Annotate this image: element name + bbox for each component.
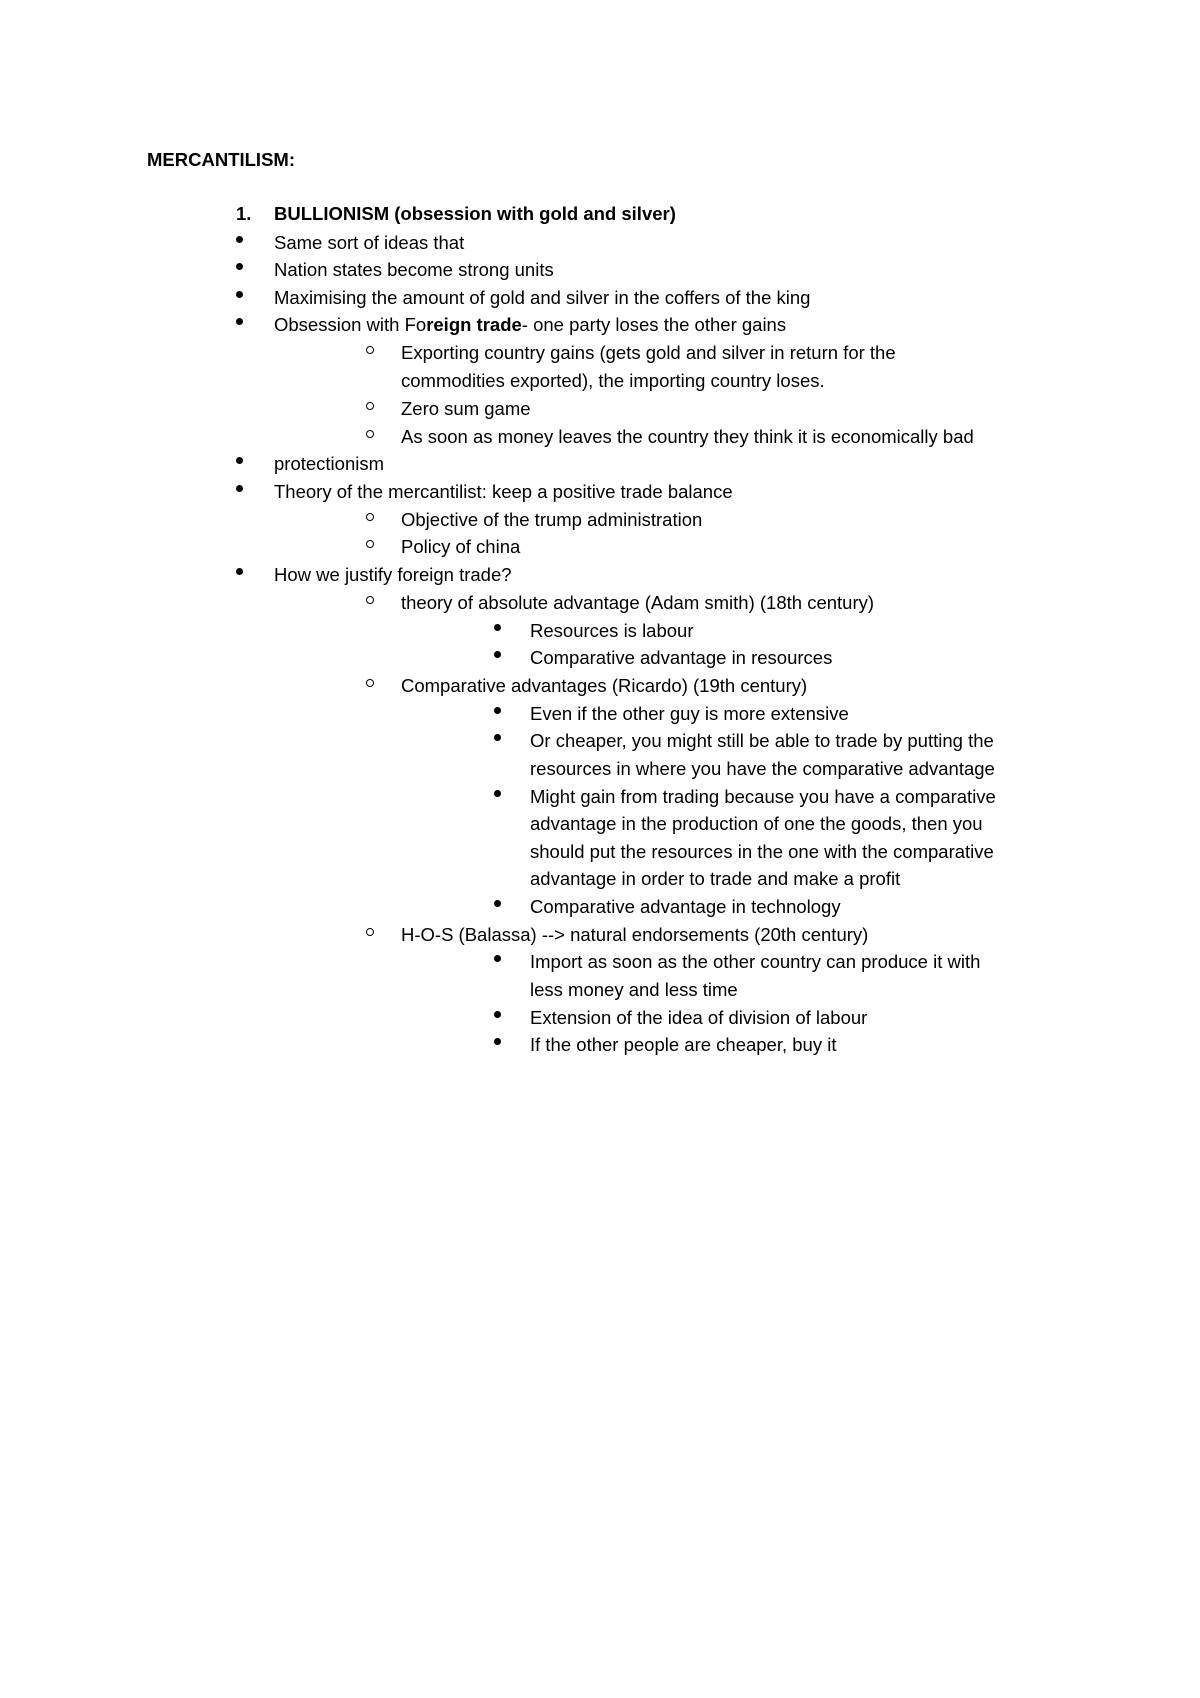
bullet-icon: [236, 308, 243, 335]
list-item-continuation: should put the resources in the one with the comparative: [530, 841, 994, 862]
list-item: Theory of the mercantilist: keep a positive trade balance: [274, 481, 733, 502]
list-item: Policy of china: [401, 536, 521, 557]
list-item-continuation: advantage in order to trade and make a profit: [530, 868, 901, 889]
bullet-icon: [494, 1001, 501, 1028]
list-item: Comparative advantage in technology: [530, 896, 841, 917]
circle-bullet-icon: [366, 503, 374, 530]
list-item-bold-text: reign trade: [426, 314, 522, 335]
circle-bullet-icon: [366, 336, 374, 363]
list-item: Comparative advantages (Ricardo) (19th century): [401, 675, 808, 696]
list-item: Comparative advantage in resources: [530, 647, 833, 668]
list-item: Import as soon as the other country can produce it with: [530, 951, 981, 972]
list-item: As soon as money leaves the country they think it is economically bad: [401, 426, 974, 447]
bullet-icon: [494, 614, 501, 641]
bullet-icon: [494, 780, 501, 807]
bullet-icon: [236, 226, 243, 253]
bullet-icon: [494, 945, 501, 972]
bullet-icon: [494, 1028, 501, 1055]
list-item-continuation: commodities exported), the importing country loses.: [401, 370, 825, 391]
list-item: Might gain from trading because you have a comparative: [530, 786, 996, 807]
list-item: [274, 311, 786, 338]
list-item: Extension of the idea of division of labour: [530, 1007, 868, 1028]
list-item: Exporting country gains (gets gold and silver in return for the: [401, 342, 896, 363]
bullet-icon: [236, 447, 243, 474]
list-item-continuation: less money and less time: [530, 979, 738, 1000]
list-number: 1.: [236, 203, 252, 224]
bullet-icon: [236, 253, 243, 280]
circle-bullet-icon: [366, 420, 374, 447]
bullet-icon: [494, 697, 501, 724]
list-item: Even if the other guy is more extensive: [530, 703, 849, 724]
list-item: Objective of the trump administration: [401, 509, 703, 530]
circle-bullet-icon: [366, 918, 374, 945]
bullet-icon: [236, 281, 243, 308]
bullet-icon: [236, 558, 243, 585]
circle-bullet-icon: [366, 530, 374, 557]
list-item: Nation states become strong units: [274, 259, 554, 280]
list-item: protectionism: [274, 453, 385, 474]
circle-bullet-icon: [366, 392, 374, 419]
list-item: If the other people are cheaper, buy it: [530, 1034, 837, 1055]
list-item: Maximising the amount of gold and silver in the coffers of the king: [274, 287, 811, 308]
list-item-continuation: advantage in the production of one the goods, then you: [530, 813, 983, 834]
circle-bullet-icon: [366, 586, 374, 613]
list-item: Zero sum game: [401, 398, 531, 419]
section-heading: BULLIONISM (obsession with gold and silver): [274, 203, 676, 224]
circle-bullet-icon: [366, 669, 374, 696]
list-item: Resources is labour: [530, 620, 694, 641]
list-item: H-O-S (Balassa) --> natural endorsements (20th century): [401, 924, 869, 945]
list-item-continuation: resources in where you have the comparative advantage: [530, 758, 995, 779]
bullet-icon: [494, 890, 501, 917]
bullet-icon: [494, 641, 501, 668]
bullet-icon: [494, 724, 501, 751]
list-item-text: - one party loses the other gains: [521, 314, 787, 335]
list-item: Same sort of ideas that: [274, 232, 465, 253]
list-item: How we justify foreign trade?: [274, 564, 512, 585]
document-title: MERCANTILISM:: [147, 149, 295, 170]
list-item: theory of absolute advantage (Adam smith) (18th century): [401, 592, 875, 613]
list-item-text: Obsession with Fo: [274, 314, 427, 335]
list-item: Or cheaper, you might still be able to trade by putting the: [530, 730, 994, 751]
bullet-icon: [236, 475, 243, 502]
